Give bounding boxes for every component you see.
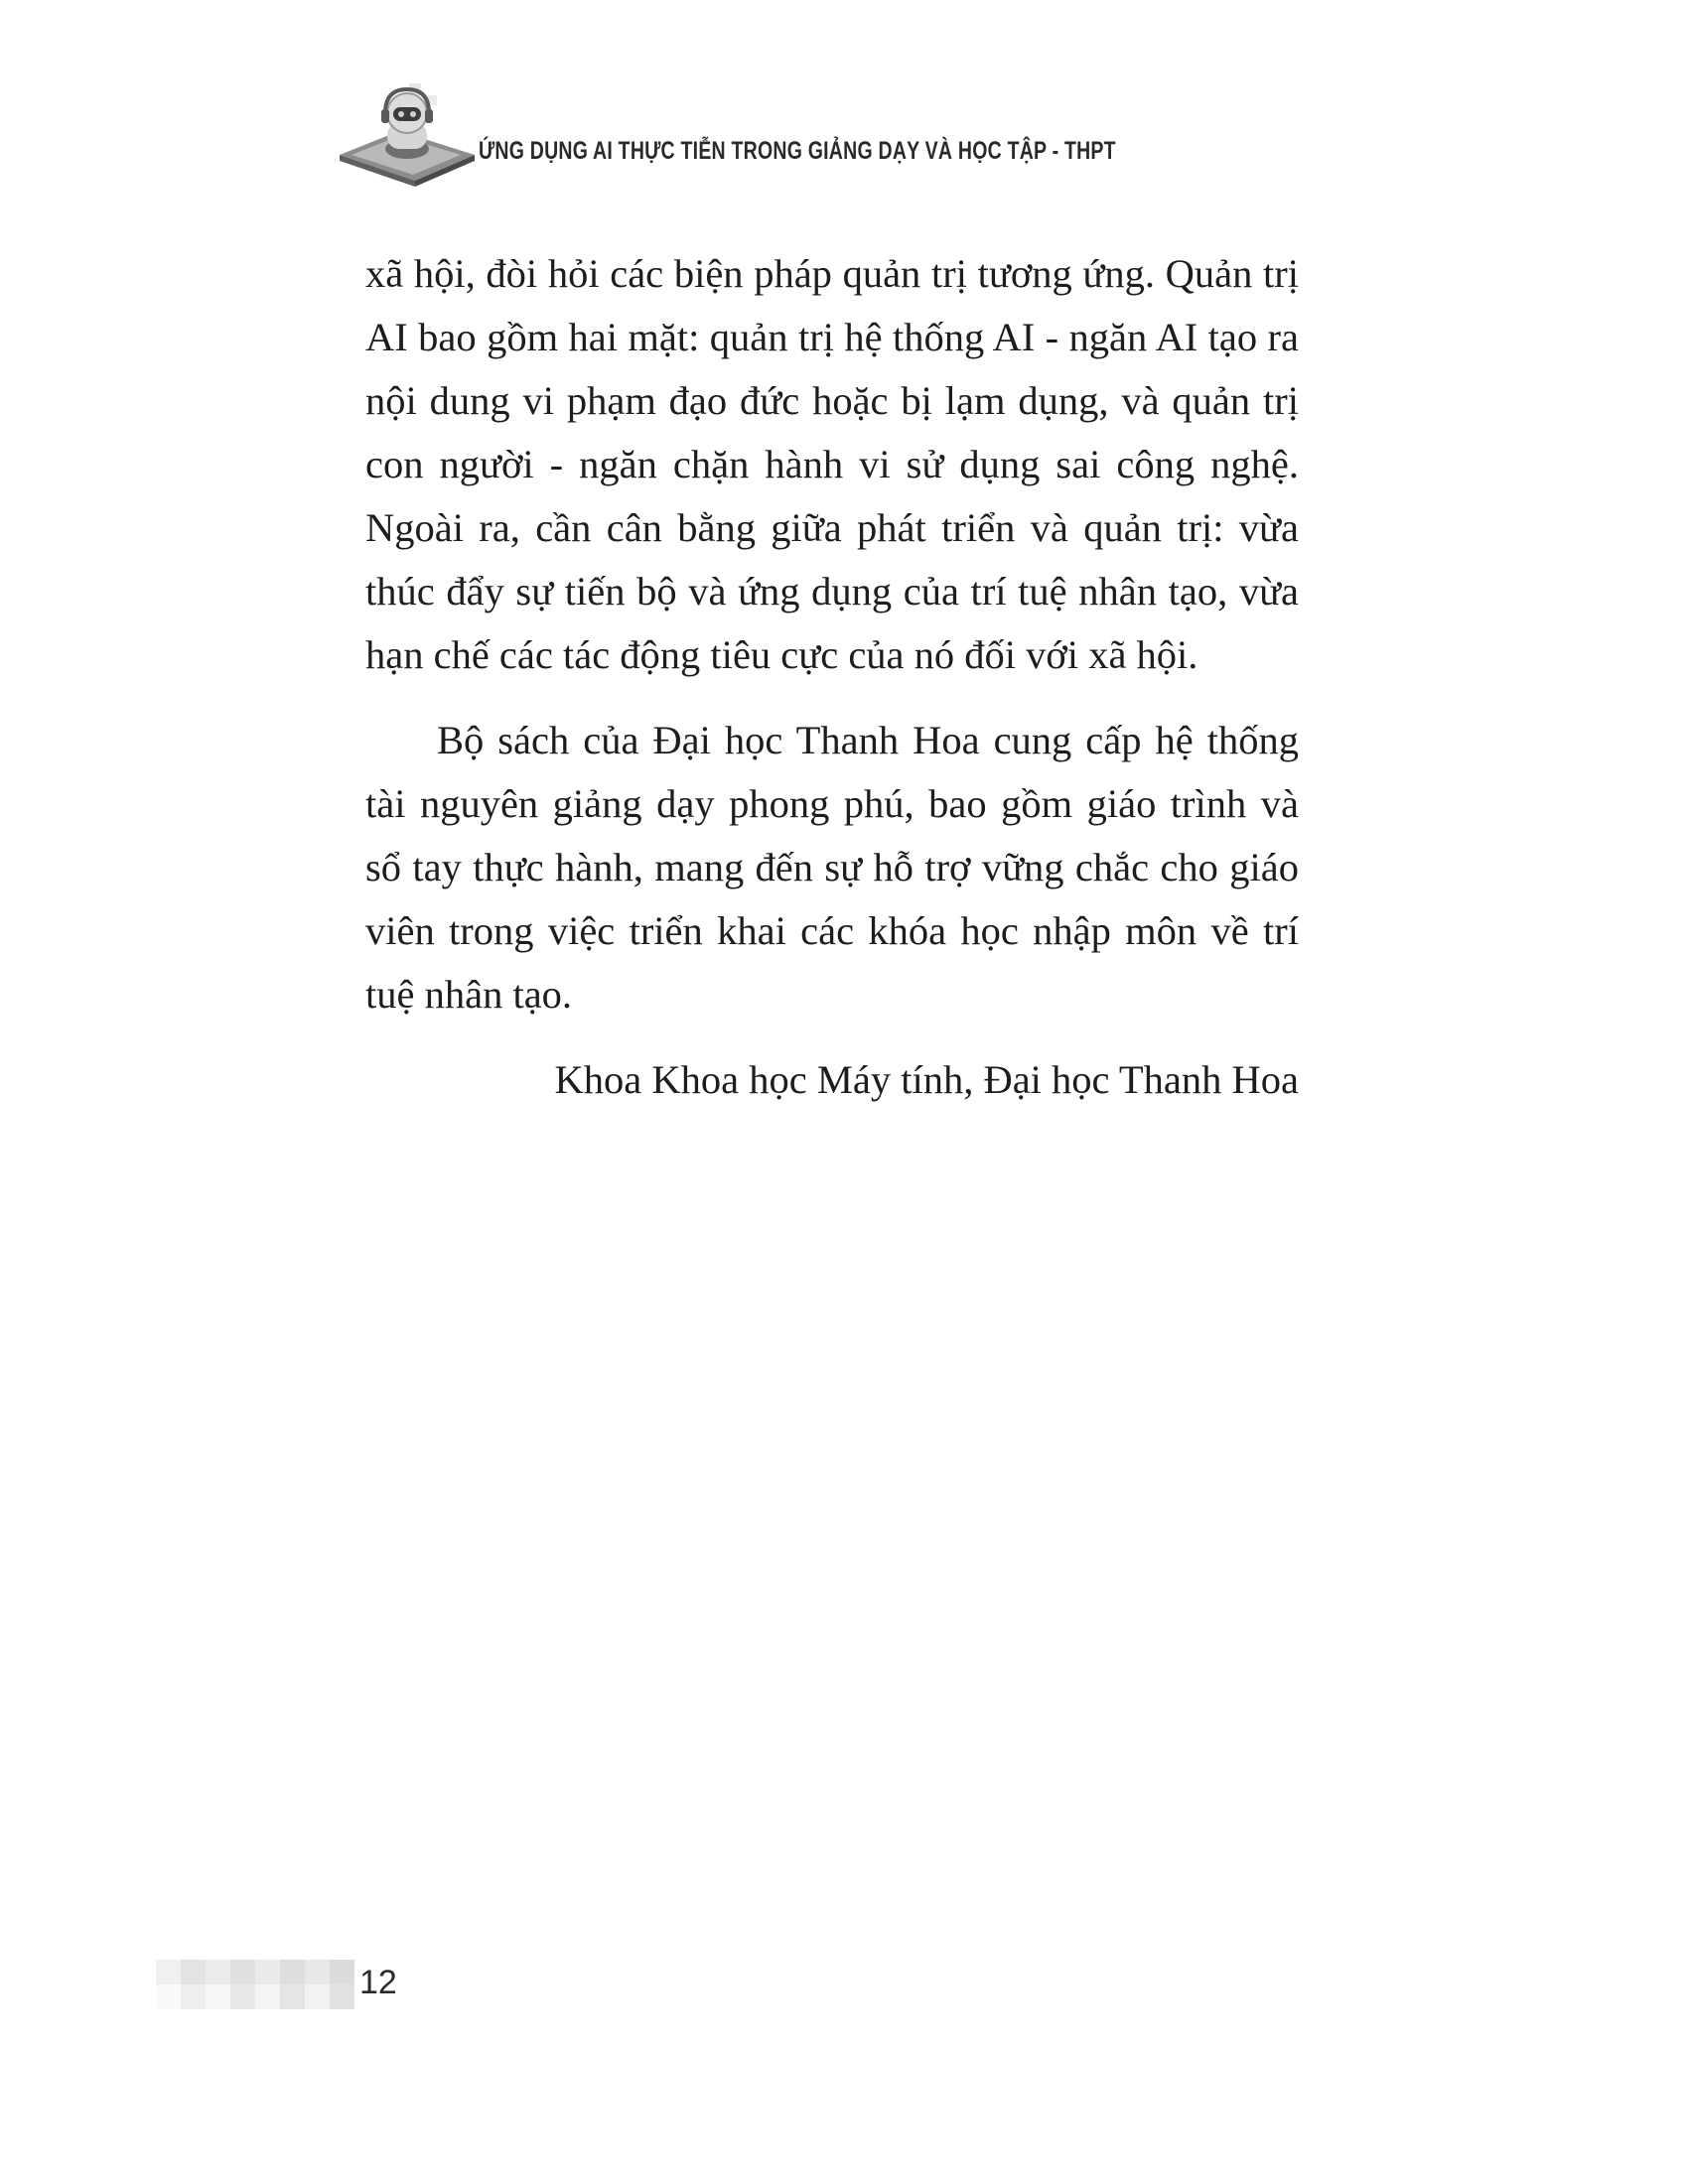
signature-line: Khoa Khoa học Máy tính, Đại học Thanh Hoa xyxy=(554,1057,1299,1102)
page-body xyxy=(365,242,1299,1112)
body-paragraph: Bộ sách của Đại học Thanh Hoa cung cấp hệ thống tài nguyên giảng dạy phong phú, bao gồm giáo trình và sổ tay thực hành, mang đến sự hỗ trợ vững chắc cho giáo viên trong việc triển khai các khóa học nhập môn về trí tuệ nhân tạo. xyxy=(365,718,1299,1017)
body-paragraph: xã hội, đòi hỏi các biện pháp quản trị tương ứng. Quản trị AI bao gồm hai mặt: quản trị hệ thống AI - ngăn AI tạo ra nội dung vi phạm đạo đức hoặc bị lạm dụng, và quản trị con người - ngăn chặn hành vi sử dụng sai công nghệ. Ngoài ra, cần cân bằng giữa phát triển và quản trị: vừa thúc đẩy sự tiến bộ và ứng dụng của trí tuệ nhân tạo, vừa hạn chế các tác động tiêu cực của nó đối với xã hội. xyxy=(365,251,1299,677)
page-number: 12 xyxy=(359,1964,397,2001)
running-header-title: ỨNG DỤNG AI THỰC TIỄN TRONG GIẢNG DẠY VÀ HỌC TẬP - THPT xyxy=(479,137,1116,165)
page-header xyxy=(338,79,1116,208)
robot-laptop-icon xyxy=(338,79,477,208)
checker-pattern-icon xyxy=(156,1960,354,2009)
